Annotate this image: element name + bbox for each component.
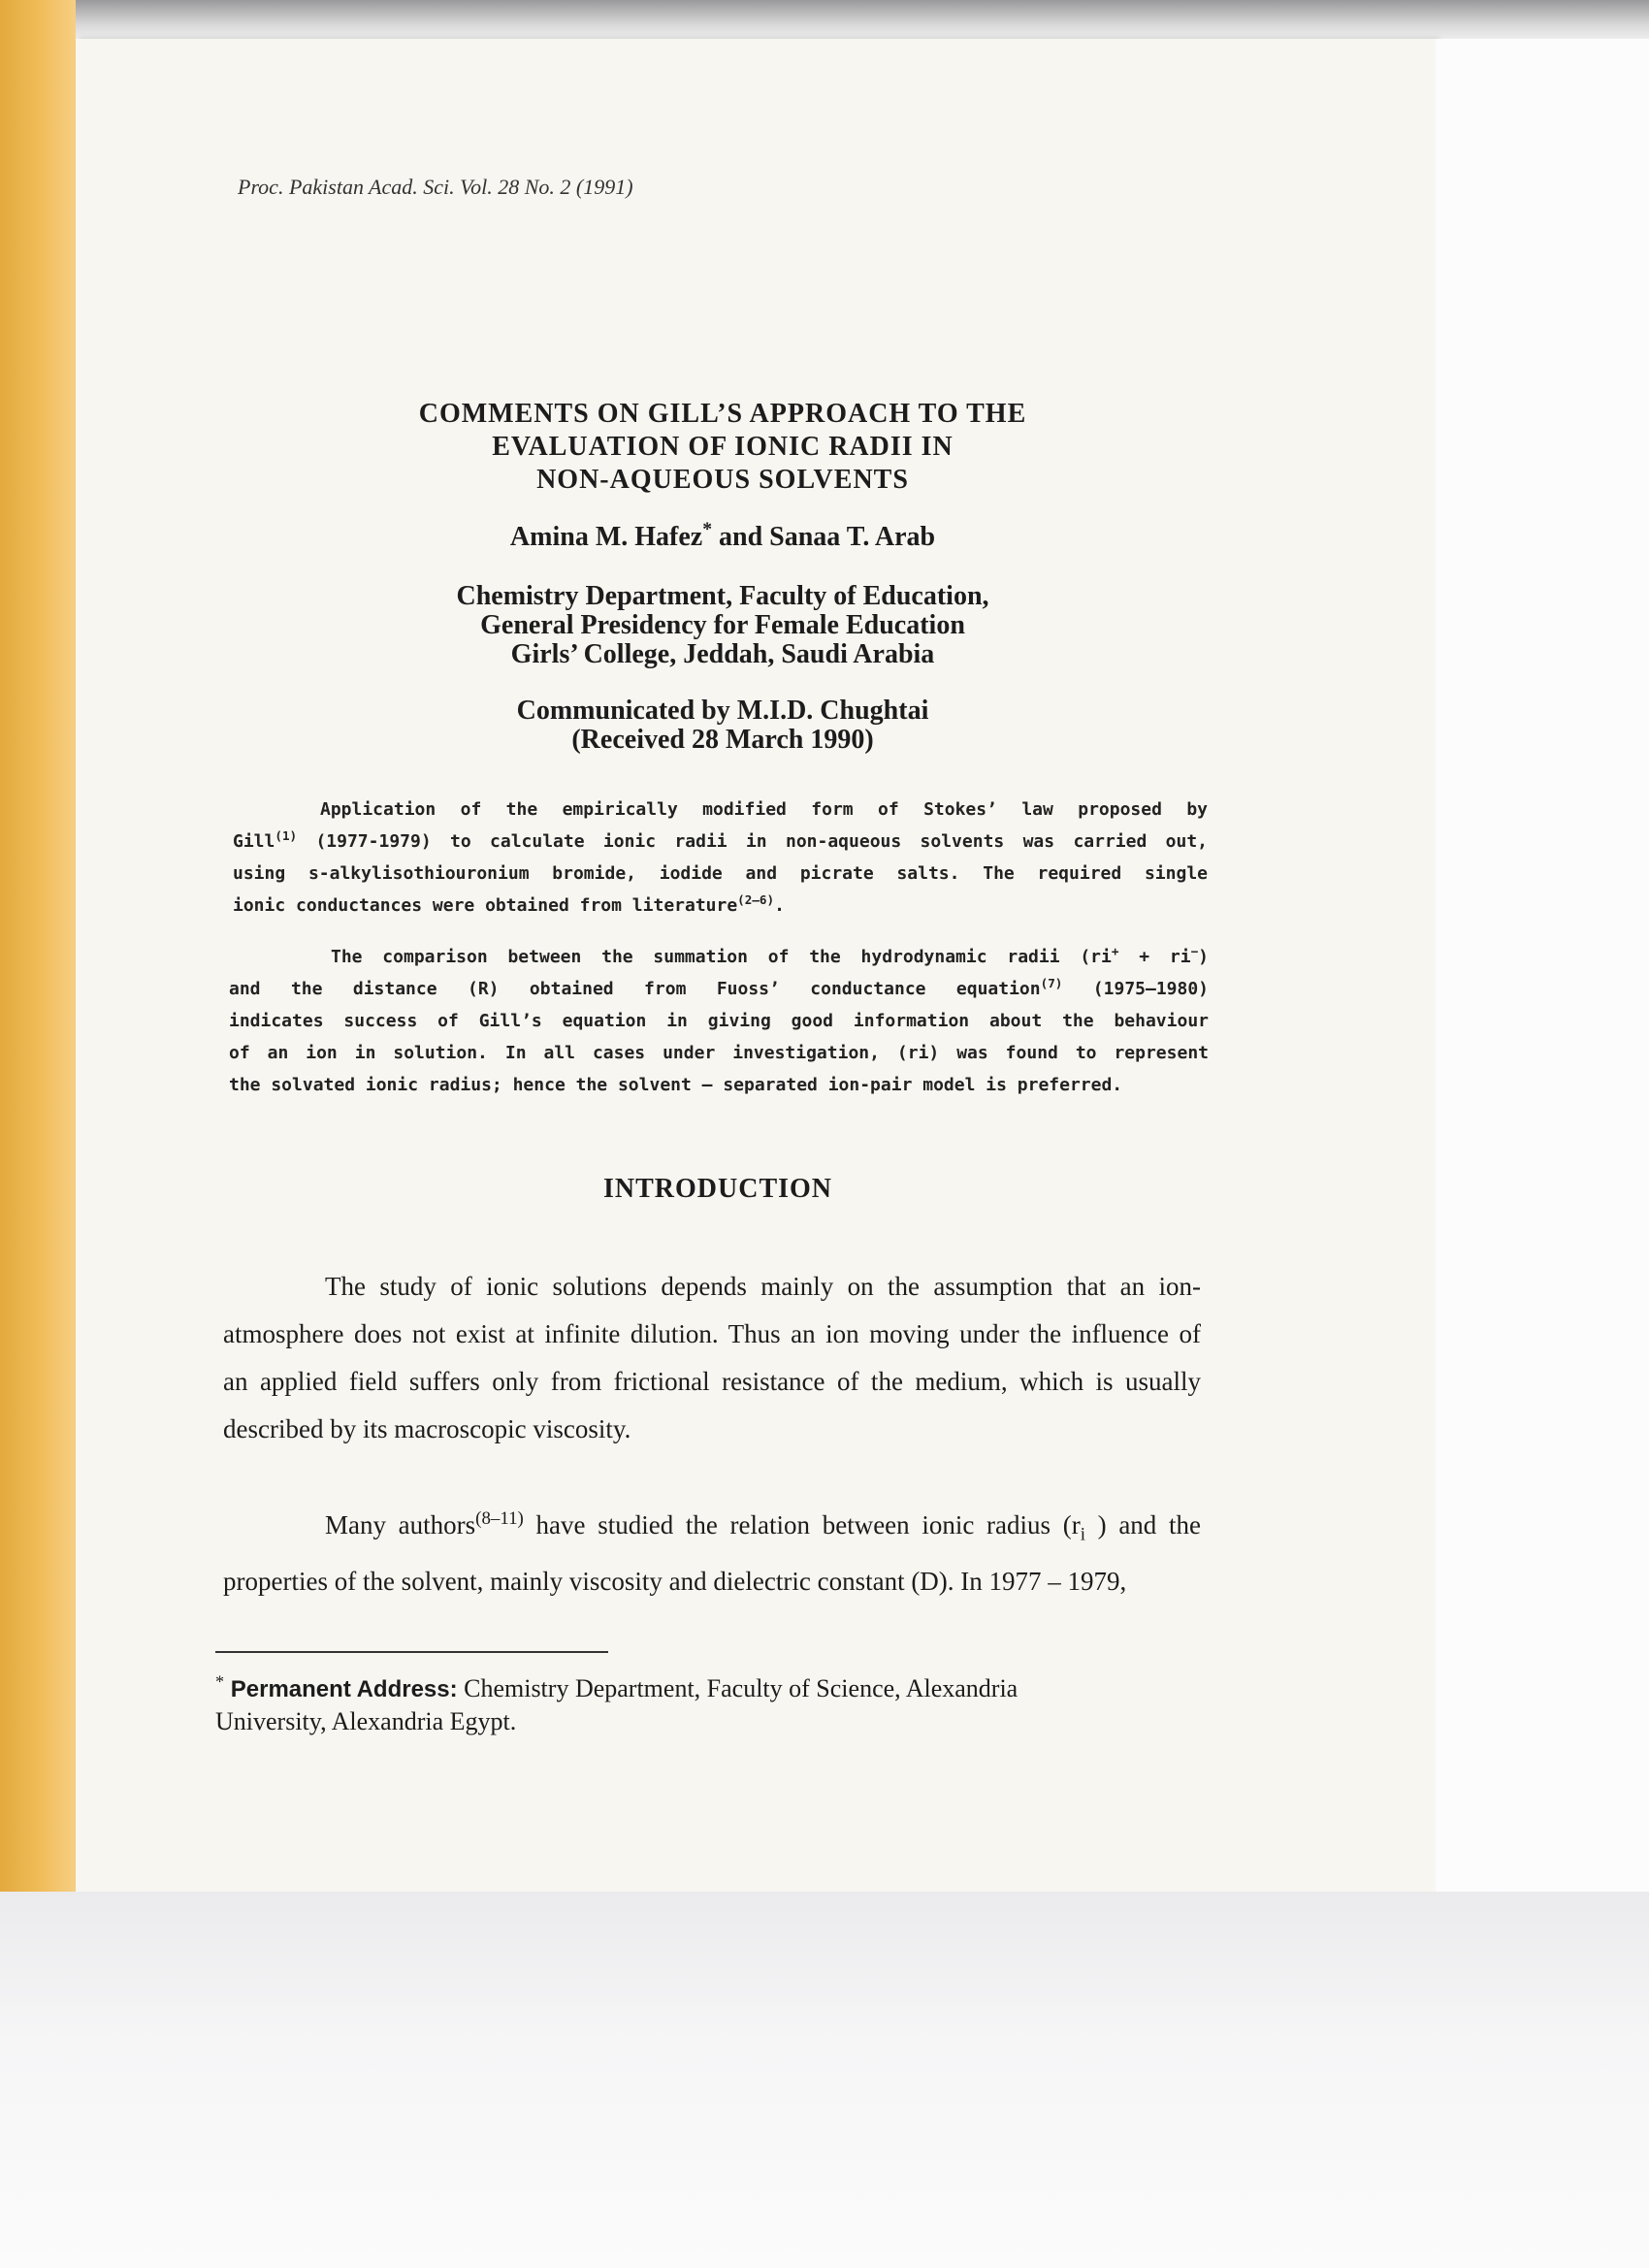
title-line: NON-AQUEOUS SOLVENTS <box>536 465 909 495</box>
section-heading: INTRODUCTION <box>602 1174 833 1204</box>
abstract-line: indicates success of Gill’s equation in giving good information about the behaviour <box>229 1011 1209 1031</box>
text-line: Many authors$^{(8-11)}$ have studied the relation between ionic radius ($r_i$ ) and the <box>325 1508 1201 1545</box>
text-line: properties of the solvent, mainly viscosity and dielectric constant (D). In 1977 – 1979, <box>223 1567 1127 1597</box>
affiliation-line: General Presidency for Female Education <box>480 610 965 640</box>
abstract-line: Gill$^{(1)}$ (1977-1979) to calculate ionic radii in non-aqueous solvents was carried out, <box>233 828 1208 852</box>
abstract-line: Application of the empirically modified form of Stokes’ law proposed by <box>320 799 1208 820</box>
title-line: COMMENTS ON GILL’S APPROACH TO THE <box>418 399 1027 429</box>
abstract-line: using s-alkylisothiouronium bromide, iodide and picrate salts. The required single <box>233 863 1208 884</box>
scan-background-right <box>1436 39 1649 1892</box>
citation-ref: (1) <box>275 828 298 843</box>
affiliation <box>238 582 1208 669</box>
footnote-text: Chemistry Department, Faculty of Science, Alexandria <box>457 1674 1018 1702</box>
affiliation-line: Girls’ College, Jeddah, Saudi Arabia <box>510 639 935 669</box>
authors <box>238 519 1208 553</box>
affiliation-line: Chemistry Department, Faculty of Education, <box>456 581 989 611</box>
abstract-line: ionic conductances were obtained from literature$^{(2-6)}$. <box>233 892 785 916</box>
binding-edge <box>0 0 76 1892</box>
citation-ref: (7) <box>1040 976 1063 990</box>
text-line: described by its macroscopic viscosity. <box>223 1414 631 1443</box>
footnote-rule <box>215 1651 608 1653</box>
text-line: atmosphere does not exist at infinite dilution. Thus an ion moving under the influence of <box>223 1319 1201 1348</box>
scan-background-bottom <box>0 1892 1649 2268</box>
footnote-marker: * <box>215 1671 225 1692</box>
footnote-text: University, Alexandria Egypt. <box>215 1707 517 1735</box>
scan-top-shadow <box>0 0 1649 41</box>
paper-title <box>238 398 1208 497</box>
abstract-line: of an ion in solution. In all cases under investigation, (ri) was found to represent <box>229 1043 1209 1063</box>
received-date: (Received 28 March 1990) <box>571 725 874 755</box>
abstract-line: The comparison between the summation of the hydrodynamic radii (ri+ + ri−) <box>331 944 1209 967</box>
body-paragraph <box>223 1502 1201 1605</box>
citation-ref: (8–11) <box>475 1508 524 1529</box>
abstract-paragraph-2 <box>229 941 1209 1101</box>
title-line: EVALUATION OF IONIC RADII IN <box>492 432 954 462</box>
author-name: Amina M. Hafez <box>509 522 703 552</box>
footnote <box>215 1672 1185 1737</box>
abstract-line: the solvated ionic radius; hence the solvent – separated ion-pair model is preferred. <box>229 1075 1123 1095</box>
running-head: Proc. Pakistan Acad. Sci. Vol. 28 No. 2 (1991) <box>238 175 633 199</box>
body-paragraph <box>223 1263 1201 1453</box>
text-line: an applied field suffers only from frictional resistance of the medium, which is usually <box>223 1367 1201 1396</box>
footnote-label: Permanent Address: <box>224 1676 458 1702</box>
communicated-line: Communicated by M.I.D. Chughtai <box>516 696 929 726</box>
communicated-by <box>238 697 1208 755</box>
author-name: and Sanaa T. Arab <box>712 522 936 552</box>
abstract-line: and the distance (R) obtained from Fuoss’ conductance equation$^{(7)}$ (1975–1980) <box>229 976 1210 999</box>
footnote-marker: * <box>702 519 713 540</box>
text-line: The study of ionic solutions depends mainly on the assumption that an ion- <box>325 1272 1201 1301</box>
abstract-paragraph-1 <box>233 794 1208 922</box>
citation-ref: (2–6) <box>737 892 775 907</box>
